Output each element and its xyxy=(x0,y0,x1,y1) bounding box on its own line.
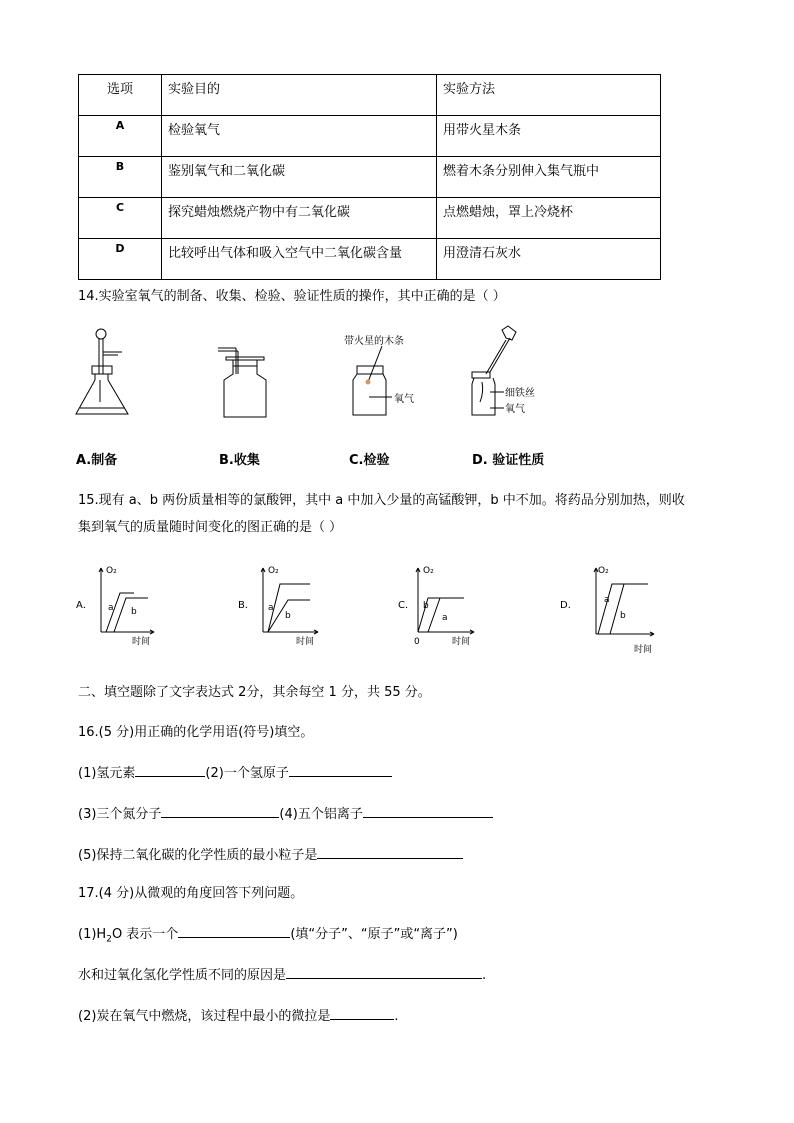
graph-b xyxy=(238,560,328,650)
answer-blank[interactable] xyxy=(289,764,392,777)
question-17-title: 17.(4 分)从微观的角度回答下列问题。 xyxy=(78,886,304,901)
table-header: 实验目的 xyxy=(162,75,437,116)
answer-blank[interactable] xyxy=(286,966,482,979)
question-16-line1 xyxy=(78,762,392,781)
table-cell: B xyxy=(79,157,162,198)
curve-b-label: b xyxy=(285,611,291,621)
x-axis-label: 时间 xyxy=(132,637,151,647)
question-17-line2 xyxy=(78,964,486,983)
question-16-title: 16.(5 分)用正确的化学用语(符号)填空。 xyxy=(78,725,314,740)
curve-a-label: a xyxy=(442,613,448,623)
table-cell: D xyxy=(79,239,162,280)
table-cell: 用澄清石灰水 xyxy=(437,239,661,280)
prompt: (5)保持二氧化碳的化学性质的最小粒子是 xyxy=(78,848,318,863)
curve-b-label: b xyxy=(423,601,429,611)
gas-bottle-apparatus xyxy=(218,348,266,417)
subscript: 2 xyxy=(106,934,112,945)
curve-b-label: b xyxy=(620,611,626,621)
prompt: (4)五个铝离子 xyxy=(279,807,363,822)
origin-label: 0 xyxy=(414,637,420,647)
table-header: 实验方法 xyxy=(437,75,661,116)
table-cell: 燃着木条分别伸入集气瓶中 xyxy=(437,157,661,198)
flask-apparatus xyxy=(76,329,128,414)
table-row xyxy=(79,239,661,280)
prompt: . xyxy=(394,1009,399,1024)
prompt: (填“分子”、“原子”或“离子”) xyxy=(290,927,458,942)
question-17-line1 xyxy=(78,923,458,945)
answer-blank[interactable] xyxy=(363,805,493,818)
label-oxygen: 氧气 xyxy=(394,394,414,405)
label-glowing-splint: 带火星的木条 xyxy=(344,336,404,347)
y-axis-label: O₂ xyxy=(268,566,279,576)
caption-a: A.制备 xyxy=(76,453,118,468)
answer-blank[interactable] xyxy=(330,1007,394,1020)
gas-test-apparatus xyxy=(353,346,392,415)
y-axis-label: O₂ xyxy=(598,566,609,576)
table-cell: 探究蜡烛燃烧产物中有二氧化碳 xyxy=(162,198,437,239)
caption-b: B.收集 xyxy=(219,453,260,468)
graph-option: C． xyxy=(398,600,415,611)
prompt: (2)一个氢原子 xyxy=(205,766,289,781)
question-15-line2: 集到氧气的质量随时间变化的图正确的是（ ） xyxy=(78,520,343,535)
table-cell: 比较呼出气体和吸入空气中二氧化碳含量 xyxy=(162,239,437,280)
curve-b-label: b xyxy=(131,607,137,617)
answer-blank[interactable] xyxy=(135,764,205,777)
section-2-heading: 二、填空题除了文字表达式 2分，其余每空 1 分，共 55 分。 xyxy=(78,685,431,700)
caption-c: C.检验 xyxy=(349,453,390,468)
answer-blank[interactable] xyxy=(178,925,290,938)
caption-d: D. 验证性质 xyxy=(472,453,545,468)
prompt: (1)H xyxy=(78,927,107,942)
table-cell: A xyxy=(79,116,162,157)
table-header-row xyxy=(79,75,661,116)
graph-option: B． xyxy=(238,600,255,611)
table-cell: 鉴别氧气和二氧化碳 xyxy=(162,157,437,198)
curve-a xyxy=(598,584,648,634)
curve-a-label: a xyxy=(604,595,610,605)
y-axis-label: O₂ xyxy=(106,566,117,576)
question-14: 14.实验室氧气的制备、收集、检验、验证性质的操作，其中正确的是（ ） xyxy=(78,289,506,304)
graph-a xyxy=(76,560,166,650)
x-axis-label: 时间 xyxy=(634,645,653,655)
prompt: (2)炭在氧气中燃烧，该过程中最小的微拉是 xyxy=(78,1009,331,1024)
answer-blank[interactable] xyxy=(317,846,463,859)
prompt: 水和过氧化氢化学性质不同的原因是 xyxy=(78,968,287,983)
curve-a xyxy=(428,598,440,632)
curve-a-label: a xyxy=(108,603,114,613)
prompt: (3)三个氮分子 xyxy=(78,807,162,822)
question-16-line3 xyxy=(78,844,463,863)
graph-d xyxy=(560,560,660,656)
table-row xyxy=(79,198,661,239)
question-16-line2 xyxy=(78,803,493,822)
table-cell: 点燃蜡烛，罩上冷烧杯 xyxy=(437,198,661,239)
options-table xyxy=(78,74,661,280)
table-cell: 检验氧气 xyxy=(162,116,437,157)
apparatus-figures xyxy=(70,322,570,427)
x-axis-label: 时间 xyxy=(296,637,315,647)
iron-wire-apparatus xyxy=(472,326,516,415)
table-row xyxy=(79,157,661,198)
table-cell: C xyxy=(79,198,162,239)
table-header: 选项 xyxy=(79,75,162,116)
curve-a-label: a xyxy=(268,603,274,613)
y-axis-label: O₂ xyxy=(423,566,434,576)
table-row xyxy=(79,116,661,157)
graph-option: A． xyxy=(76,600,93,611)
prompt: . xyxy=(482,968,487,983)
graph-option: D． xyxy=(560,600,578,611)
question-17-line3 xyxy=(78,1005,399,1024)
curve-b xyxy=(610,584,624,634)
curve-a xyxy=(268,584,310,632)
prompt: (1)氢元素 xyxy=(78,766,136,781)
answer-blank[interactable] xyxy=(161,805,279,818)
table-cell: 用带火星木条 xyxy=(437,116,661,157)
question-15-line1: 15.现有 a、b 两份质量相等的氯酸钾，其中 a 中加入少量的高锰酸钾，b 中不加。将药品分别加热，则收 xyxy=(78,493,685,508)
label-oxygen-2: 氧气 xyxy=(505,404,525,415)
x-axis-label: 时间 xyxy=(452,637,471,647)
prompt: O 表示一个 xyxy=(111,927,179,942)
label-iron-wire: 细铁丝 xyxy=(505,388,535,399)
graph-c xyxy=(398,560,488,650)
